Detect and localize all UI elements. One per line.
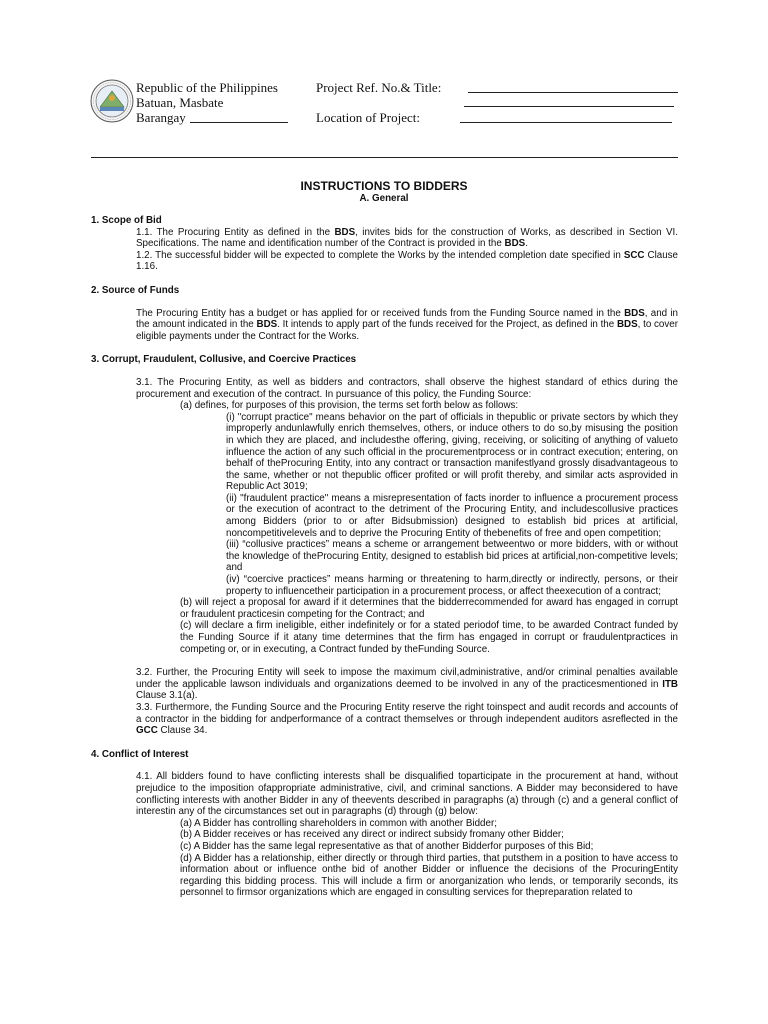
paragraph-2: The Procuring Entity has a budget or has applied for or received funds from the Funding Source named in the BDS, and in the amount indicated in the BDS. It intends to apply part of the funds received for the Project, as defined in the BDS, to cover eligible payments under the Contract for the Works. [136, 307, 679, 342]
project-ref-label: Project Ref. No.& Title: [316, 80, 442, 95]
project-ref-line-1 [468, 92, 678, 93]
paragraph-1-1: 1.1. The Procuring Entity as defined in the BDS, invites bids for the construction of Works, as described in Section VI. Specifications. The name and identification number of the Contract is provided in the BDS. [136, 226, 678, 250]
clause-corrupt-practice: (i) "corrupt practice" means behavior on the part of officials in thepublic or private sectors by which they improperly andunlawfully enrich themselves, others, or induce others to do so,by misusing the position in which they are placed, and includesthe offering, giving, receiving, or soliciting of anything of valueto influence the action of any such official in the procurementprocess or in contract execution; entering, on behalf of theProcuring Entity, into any contract or transaction manifestlyand grossly disadvantageous to the same, whether or not thepublic officer profited or will profit thereby, and similar acts asprovided in Republic Act 3019; [226, 411, 678, 493]
project-ref-line-2 [464, 106, 674, 107]
clause-coercive-practices: (iv) “coercive practices” means harming or threatening to harm,directly or indirectly, persons, or their property to influencetheir participation in a procurement process, or affect theexecution of a contract; [226, 574, 678, 597]
municipality-text: Batuan, Masbate [136, 95, 224, 110]
page-subtitle: A. General [359, 193, 409, 204]
clause-3-1-c: (c) will declare a firm ineligible, either indefinitely or for a stated periodof time, to be awarded Contract funded by the Funding Source if it atany time determines that the firm has engaged in corrupt or fraudulentpractices in competing or, or in executing, a Contract funded by theFunding Source. [180, 620, 678, 655]
clause-collusive-practices: (iii) “collusive practices” means a scheme or arrangement betweentwo or more bidders, with or without the knowledge of theProcuring Entity, designed to establish bid prices at artificial,non-competitive levels; and [226, 539, 678, 574]
location-label: Location of Project: [316, 110, 420, 125]
header-rule [91, 157, 678, 158]
document-body [91, 215, 678, 899]
section-heading-scope: 1. Scope of Bid [91, 215, 162, 226]
municipal-seal-icon [90, 79, 134, 123]
clause-4-1-b: (b) A Bidder receives or has received any direct or indirect subsidy fromany other Bidder; [180, 829, 564, 841]
barangay-field-line [190, 122, 288, 123]
clause-4-1-a: (a) A Bidder has controlling shareholders in common with another Bidder; [180, 817, 497, 829]
paragraph-3-3: 3.3. Furthermore, the Funding Source and the Procuring Entity reserve the right toinspect and audit records and accounts of a contractor in the bidding for andperformance of a contract themselves or through independent auditors asreflected in the GCC Clause 34. [136, 701, 678, 737]
section-heading-funds: 2. Source of Funds [91, 284, 180, 296]
page-title: INSTRUCTIONS TO BIDDERS [300, 179, 468, 193]
paragraph-3-2: 3.2. Further, the Procuring Entity will seek to impose the maximum civil,administrative, and/or criminal penalties available under the applicable lawson individuals and organizations deemed to be involved in any of the practicesmentioned in ITB Clause 3.1(a). [136, 667, 678, 702]
clause-4-1-d: (d) A Bidder has a relationship, either directly or through third parties, that putsthem in a position to have access to information about or influence onthe bid of another Bidder or influence the decisions of the ProcuringEntity regarding this bidding process. This will include a firm or anorganization who lends, or temporarily seconds, its personnel to firmsor organizations which are engaged in consulting services for thepreparation related to [180, 852, 678, 899]
paragraph-4-1: 4.1. All bidders found to have conflicting interests shall be disqualified toparticipate in the procurement at hand, without prejudice to the imposition ofappropriate administrative, civil, and criminal sanctions. A Bidder may beconsidered to have conflicting interests with another Bidder in any of theevents described in paragraphs (a) through (c) and a general conflict of interestin any of the circumstances set out in paragraphs (d) through (g) below: [136, 771, 678, 818]
paragraph-3-1: 3.1. The Procuring Entity, as well as bidders and contractors, shall observe the highest standard of ethics during the procurement and execution of the contract. In pursuance of this policy, the Funding Source: [136, 376, 678, 400]
clause-3-1-b: (b) will reject a proposal for award if it determines that the bidderrecommended for award has engaged in corrupt or fraudulent practicesin competing for the Contract; and [180, 597, 678, 620]
clause-4-1-c: (c) A Bidder has the same legal representative as that of another Bidderfor purposes of this Bid; [180, 840, 594, 852]
clause-3-1-a: (a) defines, for purposes of this provision, the terms set forth below as follows: [180, 400, 519, 412]
section-heading-corrupt: 3. Corrupt, Fraudulent, Collusive, and Coercive Practices [91, 354, 357, 366]
clause-fraudulent-practice: (ii) "fraudulent practice" means a misrepresentation of facts inorder to influence a procurement process or the execution of acontract to the detriment of the Procuring Entity, and includescollusive practices among Bidders (prior to or after Bidsubmission) designed to establish bid prices at artificial, noncompetitivelevels and to deprive the Procuring Entity of thebenefits of free and open competition; [226, 492, 678, 539]
location-line [460, 122, 672, 123]
paragraph-1-2: 1.2. The successful bidder will be expected to complete the Works by the intended completion date specified in SCC Clause 1.16. [136, 249, 679, 273]
section-heading-conflict: 4. Conflict of Interest [91, 748, 189, 760]
barangay-label: Barangay [136, 110, 186, 125]
republic-text: Republic of the Philippines [136, 80, 278, 95]
